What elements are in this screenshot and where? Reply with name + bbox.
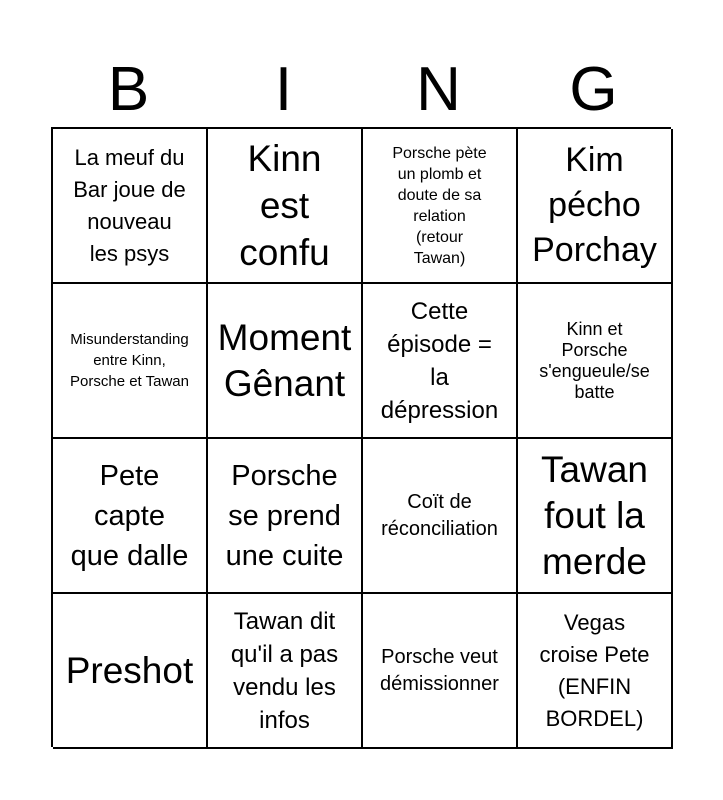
bingo-cell-r4-c2[interactable]	[208, 594, 363, 749]
bingo-cell-r2-c2[interactable]	[208, 284, 363, 439]
header-letter-i: I	[274, 55, 293, 124]
cell-text: Porsche pète un plomb et doute de sa relation (retour Tawan)	[392, 144, 487, 267]
cell-text: Misunderstanding entre Kinn, Porsche et Tawan	[70, 331, 189, 390]
bingo-header	[51, 55, 671, 125]
header-letter-b: B	[107, 55, 150, 124]
bingo-cell-r1-c1[interactable]	[53, 129, 208, 284]
bingo-grid	[51, 127, 671, 747]
header-letter-g: G	[569, 55, 618, 124]
cell-text: Kinn et Porsche s'engueule/se batte	[539, 318, 650, 402]
cell-text: Porsche veut démissionner	[380, 645, 499, 695]
cell-text: Pete capte que dalle	[70, 459, 189, 572]
cell-text: Kinn est confu	[239, 138, 330, 273]
bingo-cell-r3-c3[interactable]	[363, 439, 518, 594]
cell-text: Preshot	[65, 649, 194, 691]
bingo-cell-r1-c4[interactable]	[518, 129, 673, 284]
cell-text: Vegas croise Pete (ENFIN BORDEL)	[539, 609, 650, 731]
bingo-cell-r2-c3[interactable]	[363, 284, 518, 439]
bingo-cell-r3-c4[interactable]	[518, 439, 673, 594]
bingo-cell-r2-c1[interactable]	[53, 284, 208, 439]
cell-text: Kim pécho Porchay	[532, 141, 657, 269]
cell-text: Tawan dit qu'il a pas vendu les infos	[230, 607, 339, 734]
cell-text: Porsche se prend une cuite	[225, 459, 344, 572]
cell-text: La meuf du Bar joue de nouveau les psys	[73, 144, 186, 266]
bingo-cell-r2-c4[interactable]	[518, 284, 673, 439]
bingo-cell-r4-c4[interactable]	[518, 594, 673, 749]
cell-text: Tawan fout la merde	[541, 448, 648, 582]
bingo-cell-r1-c2[interactable]	[208, 129, 363, 284]
cell-text: Coït de réconciliation	[381, 490, 498, 540]
bingo-cell-r3-c2[interactable]	[208, 439, 363, 594]
bingo-cell-r4-c1[interactable]	[53, 594, 208, 749]
header-letter-n: N	[416, 55, 461, 124]
bingo-cell-r4-c3[interactable]	[363, 594, 518, 749]
cell-text: Moment Gênant	[217, 316, 352, 404]
bingo-cell-r3-c1[interactable]	[53, 439, 208, 594]
cell-text: Cette épisode = la dépression	[380, 297, 499, 424]
bingo-cell-r1-c3[interactable]	[363, 129, 518, 284]
